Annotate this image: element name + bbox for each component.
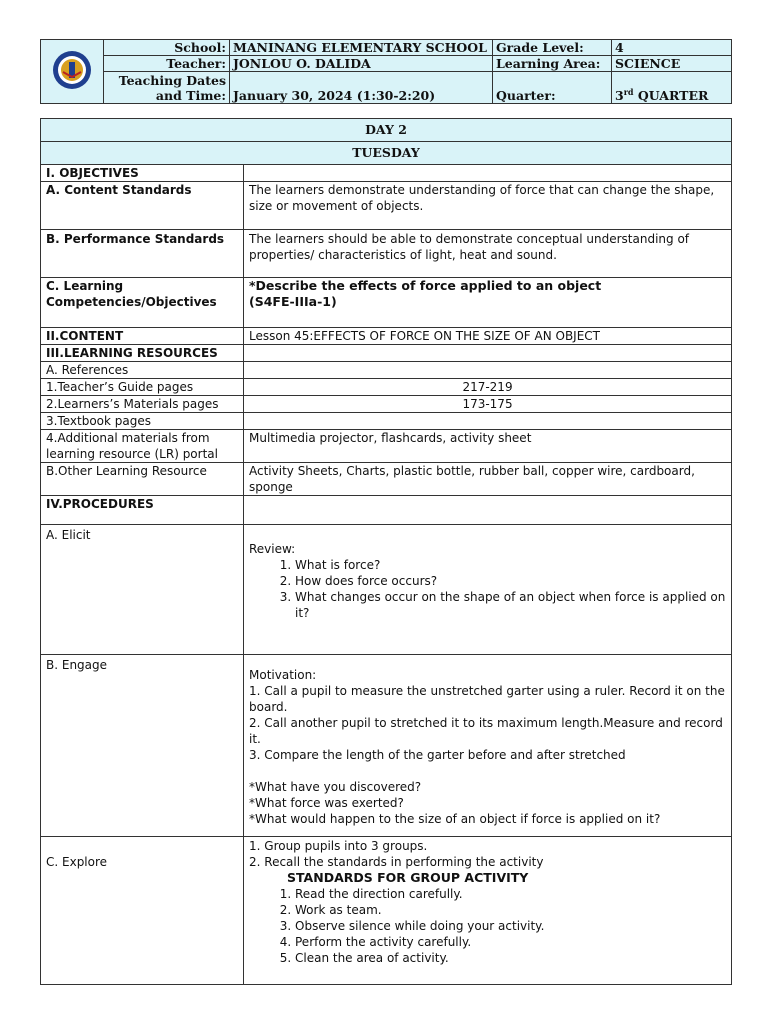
teacher-value: JONLOU O. DALIDA — [230, 56, 493, 72]
content-text: Lesson 45:EFFECTS OF FORCE ON THE SIZE OF AN OBJECT — [244, 328, 732, 345]
school-label: School: — [104, 40, 230, 56]
engage-line: 1. Call a pupil to measure the unstretched garter using a ruler. Record it on the board. — [249, 684, 725, 714]
list-item: 5. Clean the area of activity. — [295, 950, 726, 966]
teachers-guide-label: 1.Teacher’s Guide pages — [41, 379, 244, 396]
dates-value: January 30, 2024 (1:30-2:20) — [230, 72, 493, 104]
textbook-label: 3.Textbook pages — [41, 413, 244, 430]
learners-materials-label: 2.Learners’s Materials pages — [41, 396, 244, 413]
content-standards-text: The learners demonstrate understanding of force that can change the shape, size or movement of objects. — [244, 182, 732, 230]
area-label: Learning Area: — [493, 56, 612, 72]
content-label: II.CONTENT — [41, 328, 244, 345]
learning-resources-empty — [244, 345, 732, 362]
grade-value: 4 — [612, 40, 732, 56]
list-item: 1. Read the direction carefully. — [295, 886, 726, 902]
elicit-list — [295, 557, 726, 621]
weekday-heading: TUESDAY — [41, 142, 732, 165]
dates-label: Teaching Dates and Time: — [104, 72, 230, 104]
engage-line — [249, 763, 726, 779]
lesson-plan-table — [40, 118, 732, 985]
references-empty — [244, 362, 732, 379]
grade-label: Grade Level: — [493, 40, 612, 56]
engage-line: 2. Call another pupil to stretched it to its maximum length.Measure and record it. — [249, 716, 723, 746]
engage-line: *What force was exerted? — [249, 796, 404, 810]
objectives-heading: I. OBJECTIVES — [41, 165, 244, 182]
engage-line: *What have you discovered? — [249, 780, 422, 794]
teacher-label: Teacher: — [104, 56, 230, 72]
standards-list — [295, 886, 726, 966]
procedures-heading: IV.PROCEDURES — [41, 496, 244, 525]
learning-resources-heading: III.LEARNING RESOURCES — [41, 345, 244, 362]
standards-title: STANDARDS FOR GROUP ACTIVITY — [287, 870, 529, 885]
performance-standards-label: B. Performance Standards — [41, 230, 244, 278]
header-table — [40, 39, 732, 104]
competencies-text: *Describe the effects of force applied to an object (S4FE-IIIa-1) — [244, 278, 732, 328]
additional-materials-text: Multimedia projector, flashcards, activity sheet — [244, 430, 732, 463]
teachers-guide-pages: 217-219 — [244, 379, 732, 396]
explore-label: C. Explore — [41, 837, 244, 985]
explore-content: 1. Group pupils into 3 groups. 2. Recall the standards in performing the activity STANDARDS FOR GROUP ACTIVITY 1. Read the direction carefully. 2. Work as team. 3. Observe silence while doing your activity. 4. Perform the activity carefully. 5. Clean the area of activity. — [244, 837, 732, 985]
engage-line: *What would happen to the size of an object if force is applied on it? — [249, 812, 661, 826]
other-resources-label: B.Other Learning Resource — [41, 463, 244, 496]
quarter-label: Quarter: — [493, 72, 612, 104]
content-standards-label: A. Content Standards — [41, 182, 244, 230]
school-value: MANINANG ELEMENTARY SCHOOL — [230, 40, 493, 56]
performance-standards-text: The learners should be able to demonstrate conceptual understanding of properties/ characteristics of light, heat and sound. — [244, 230, 732, 278]
day-heading: DAY 2 — [41, 119, 732, 142]
other-resources-text: Activity Sheets, Charts, plastic bottle, rubber ball, copper wire, cardboard, sponge — [244, 463, 732, 496]
list-item: 2. Work as team. — [295, 902, 726, 918]
elicit-content: Review: 1. What is force? 2. How does force occurs? 3. What changes occur on the shape of an object when force is applied on it? — [244, 525, 732, 655]
list-item: 1. What is force? — [295, 557, 726, 573]
list-item: 2. How does force occurs? — [295, 573, 726, 589]
engage-content — [244, 655, 732, 837]
deped-seal-logo — [41, 40, 104, 104]
list-item: 4. Perform the activity carefully. — [295, 934, 726, 950]
additional-materials-label: 4.Additional materials from learning resource (LR) portal — [41, 430, 244, 463]
list-item: 3. Observe silence while doing your activity. — [295, 918, 726, 934]
quarter-value: 3rd QUARTER — [612, 72, 732, 104]
procedures-empty — [244, 496, 732, 525]
competencies-label: C. Learning Competencies/Objectives — [41, 278, 244, 328]
engage-line: Motivation: — [249, 668, 317, 682]
objectives-empty — [244, 165, 732, 182]
engage-label: B. Engage — [41, 655, 244, 837]
list-item: 3. What changes occur on the shape of an object when force is applied on it? — [295, 589, 726, 621]
textbook-empty — [244, 413, 732, 430]
elicit-label: A. Elicit — [41, 525, 244, 655]
references-label: A. References — [41, 362, 244, 379]
learners-materials-pages: 173-175 — [244, 396, 732, 413]
area-value: SCIENCE — [612, 56, 732, 72]
engage-line: 3. Compare the length of the garter before and after stretched — [249, 748, 626, 762]
